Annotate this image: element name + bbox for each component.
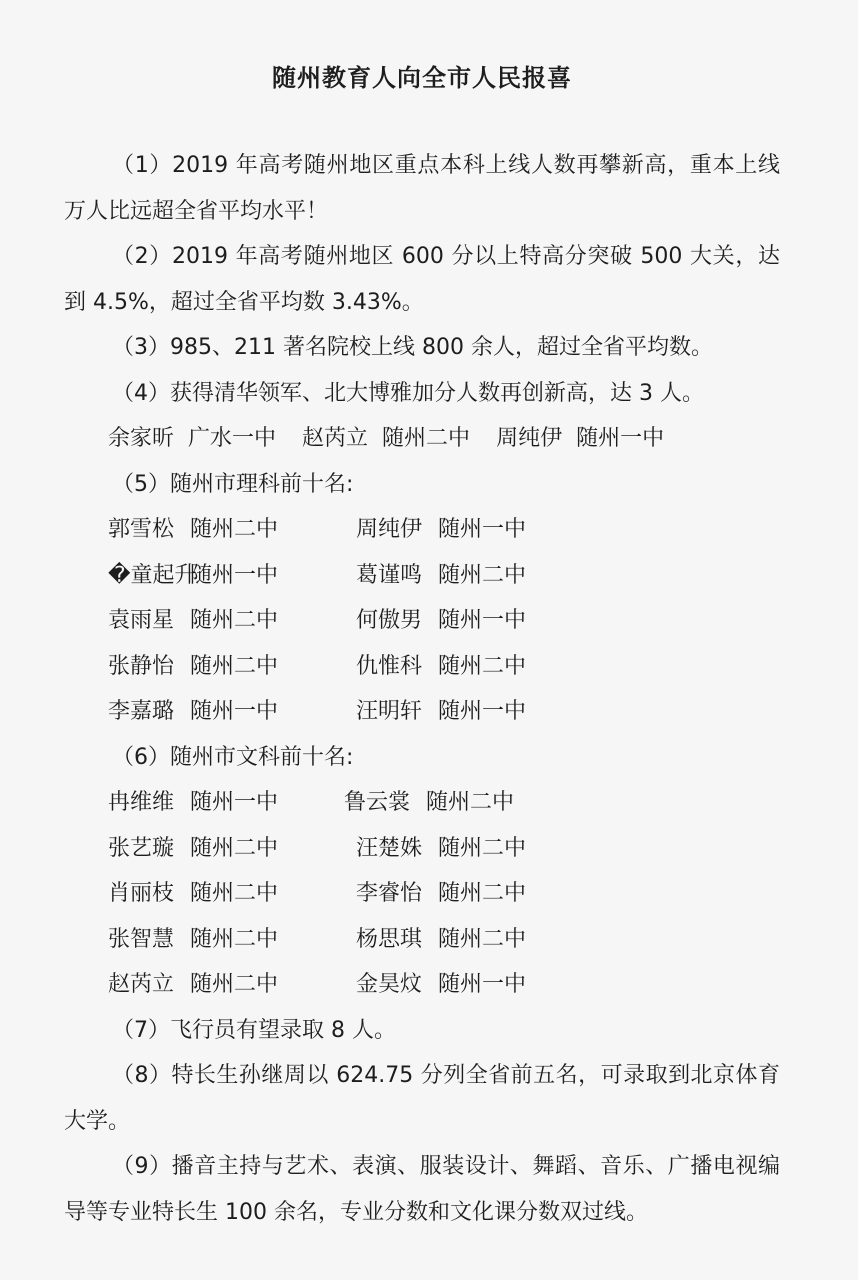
student-name: 仇惟科 xyxy=(356,653,423,679)
student-name: 何傲男 xyxy=(356,608,423,633)
student-name: 金昊炆 xyxy=(356,972,423,997)
list-item xyxy=(64,644,780,690)
list-item xyxy=(64,780,780,826)
item-9: （9）播音主持与艺术、表演、服装设计、舞蹈、音乐、广播电视编导等专业特长生 100 余名，专业分数和文化课分数双过线。 xyxy=(64,1154,780,1225)
student-school: 随州一中 xyxy=(438,517,527,542)
item-2: （2）2019 年高考随州地区 600 分以上特高分突破 500 大关，达到 4.5%，超过全省平均数 3.43%。 xyxy=(64,244,780,315)
student-name: 周纯伊 xyxy=(356,517,423,542)
student-name: 李睿怡 xyxy=(356,881,423,906)
list-item xyxy=(64,871,780,917)
student-name: 葛谨鸣 xyxy=(356,562,423,588)
student-school: 随州二中 xyxy=(438,926,527,952)
student-school: 随州二中 xyxy=(438,562,527,588)
student-school: 随州二中 xyxy=(438,881,527,906)
student-school: 随州二中 xyxy=(190,835,279,861)
student-school: 随州二中 xyxy=(190,517,279,542)
list-item xyxy=(64,598,780,644)
list-item xyxy=(64,917,780,963)
student-school: 随州一中 xyxy=(190,790,279,815)
student-name: 赵芮立 xyxy=(108,972,175,997)
awardee-school: 广水一中 xyxy=(188,426,277,451)
student-name: 肖丽枝 xyxy=(108,881,175,906)
student-school: 随州一中 xyxy=(190,562,279,588)
student-school: 随州一中 xyxy=(438,608,527,633)
item-8: （8）特长生孙继周以 624.75 分列全省前五名，可录取到北京体育大学。 xyxy=(64,1063,780,1134)
awardee-name: 赵芮立 xyxy=(302,426,369,451)
awardee-school: 随州二中 xyxy=(382,426,471,451)
student-name: �童起升 xyxy=(108,562,197,588)
student-name: 汪明轩 xyxy=(356,699,423,724)
item-3: （3）985、211 著名院校上线 800 余人，超过全省平均数。 xyxy=(112,335,713,360)
plus-awardees-row xyxy=(64,416,780,462)
awardee-name: 周纯伊 xyxy=(496,426,563,451)
student-name: 冉维维 xyxy=(108,790,175,815)
student-school: 随州一中 xyxy=(190,699,279,724)
list-item xyxy=(64,962,780,1008)
arts-top10-list xyxy=(64,780,780,1008)
item-5: （5）随州市理科前十名: xyxy=(112,471,354,497)
student-name: 鲁云裳 xyxy=(344,790,411,815)
student-name: 郭雪松 xyxy=(108,517,175,542)
item-6: （6）随州市文科前十名: xyxy=(112,744,354,770)
student-name: 张艺璇 xyxy=(108,835,175,861)
awardee-school: 随州一中 xyxy=(576,426,665,451)
item-4: （4）获得清华领军、北大博雅加分人数再创新高，达 3 人。 xyxy=(112,380,704,406)
student-name: 张智慧 xyxy=(108,926,175,952)
student-name: 李嘉璐 xyxy=(108,699,175,724)
student-name: 汪楚姝 xyxy=(356,835,423,861)
student-school: 随州二中 xyxy=(190,653,279,679)
item-7: （7）飞行员有望录取 8 人。 xyxy=(112,1017,396,1043)
awardee-name: 余家昕 xyxy=(108,426,175,451)
science-top10-list xyxy=(64,507,780,735)
student-school: 随州二中 xyxy=(190,881,279,906)
student-school: 随州二中 xyxy=(190,608,279,633)
student-school: 随州二中 xyxy=(426,790,515,815)
list-item xyxy=(64,826,780,872)
list-item xyxy=(64,507,780,553)
item-1: （1）2019 年高考随州地区重点本科上线人数再攀新高，重本上线万人比远超全省平均水平！ xyxy=(64,153,780,224)
document-title: 随州教育人向全市人民报喜 xyxy=(272,64,572,92)
list-item xyxy=(64,553,780,599)
student-name: 袁雨星 xyxy=(108,608,175,633)
student-name: 杨思琪 xyxy=(356,926,423,952)
student-school: 随州二中 xyxy=(438,835,527,861)
student-school: 随州二中 xyxy=(190,972,279,997)
student-school: 随州一中 xyxy=(438,972,527,997)
student-name: 张静怡 xyxy=(108,653,175,679)
student-school: 随州二中 xyxy=(190,926,279,952)
list-item xyxy=(64,689,780,735)
student-school: 随州二中 xyxy=(438,653,527,679)
student-school: 随州一中 xyxy=(438,699,527,724)
